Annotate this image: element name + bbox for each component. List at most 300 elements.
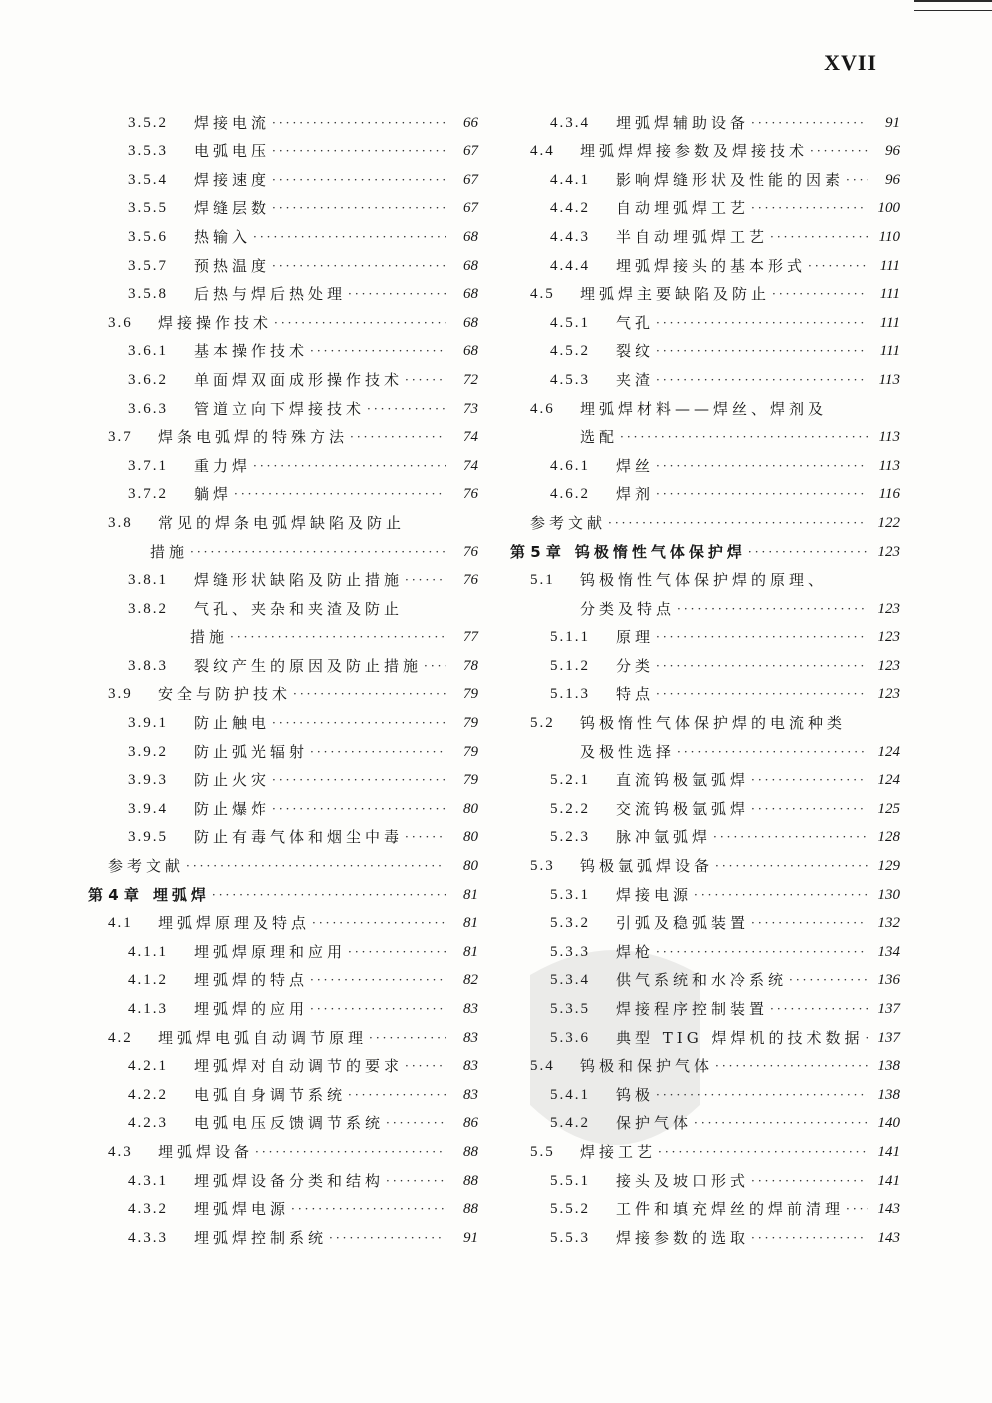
toc-entry-page: 88 [463,1172,478,1189]
toc-entry-page: 66 [463,114,478,131]
toc-entry-title: 埋弧焊 [152,885,210,904]
toc-entry-title: 预热温度 [194,256,271,275]
toc-entry [88,704,478,733]
toc-entry-title: 气孔 [616,313,655,332]
toc-entry-title: 焊接电源 [616,885,693,904]
toc-entry-title: 工件和填充焊丝的焊前清理 [616,1200,845,1219]
toc-entry-number: 3.5.3 [128,143,168,160]
dot-leader [405,370,446,390]
toc-entry-title: 气孔、夹杂和夹渣及防止 [194,599,404,618]
toc-entry [88,819,478,848]
toc-entry-title: 焊接操作技术 [158,313,273,332]
toc-entry-page: 125 [877,800,900,817]
toc-entry [88,847,478,876]
toc-entry [510,1133,900,1162]
toc-entry [510,304,900,333]
toc-entry-number: 5.2.2 [550,800,590,817]
toc-entry-number: 4.2 [108,1029,133,1046]
toc-entry [88,1219,478,1248]
toc-entry-number: 4.5.3 [550,371,590,388]
toc-entry-page: 79 [463,743,478,760]
dot-leader [748,542,868,562]
toc-entry [88,962,478,991]
toc-entry-title: 埋弧焊对自动调节的要求 [194,1057,404,1076]
dot-leader [369,1028,446,1048]
toc-entry-number: 5.1.3 [550,686,590,703]
toc-entry [88,1191,478,1220]
toc-entry-page: 67 [463,143,478,160]
toc-entry [88,504,478,533]
dot-leader [186,856,446,876]
dot-leader [272,799,446,819]
toc-entry [88,133,478,162]
toc-entry-title: 选配 [580,428,619,447]
toc-entry-page: 91 [463,1229,478,1246]
toc-entry-title: 防止爆炸 [194,799,271,818]
toc-entry-title: 钨极惰性气体保护焊的电流种类 [580,714,847,733]
toc-entry [510,676,900,705]
dot-leader [715,856,868,876]
toc-entry-title: 埋弧焊设备 [158,1142,254,1161]
toc-entry [510,361,900,390]
toc-entry [510,1048,900,1077]
toc-entry-title: 夹渣 [616,370,655,389]
dot-leader [694,885,868,905]
toc-entry-number: 4.4 [530,143,555,160]
toc-entry-page: 68 [463,228,478,245]
dot-leader [350,427,446,447]
toc-entry-title: 供气系统和水冷系统 [616,971,788,990]
toc-entry [88,190,478,219]
dot-leader [253,456,446,476]
toc-entry [510,876,900,905]
toc-entry-page: 111 [879,343,900,360]
toc-entry-number: 3.7.2 [128,486,168,503]
toc-entry-page: 86 [463,1115,478,1132]
toc-entry-page: 140 [877,1115,900,1132]
toc-entry-title: 保护气体 [616,1114,693,1133]
toc-entry-title: 热输入 [194,227,252,246]
toc-entry-page: 111 [879,286,900,303]
toc-entry [88,562,478,591]
toc-entry-title: 半自动埋弧焊工艺 [616,227,769,246]
toc-entry-title: 接头及坡口形式 [616,1171,750,1190]
toc-entry [88,733,478,762]
dot-leader [694,1113,868,1133]
toc-entry-page: 122 [877,514,900,531]
toc-entry [88,218,478,247]
toc-entry-number: 5.1.2 [550,657,590,674]
toc-entry-title: 参考文献 [530,513,607,532]
dot-leader [310,999,446,1019]
toc-entry-number: 4.2.2 [128,1086,168,1103]
toc-entry-number: 5.1 [530,572,555,589]
toc-entry-page: 88 [463,1143,478,1160]
toc-entry-page: 83 [463,1086,478,1103]
toc-entry [510,762,900,791]
toc-entry-title: 钨极和保护气体 [580,1057,714,1076]
toc-entry-page: 76 [463,543,478,560]
toc-entry-title: 躺焊 [194,485,233,504]
toc-entry [88,104,478,133]
toc-entry-number: 4.4.1 [550,171,590,188]
toc-entry [510,1219,900,1248]
toc-entry-number: 4.2.3 [128,1115,168,1132]
toc-entry [88,1133,478,1162]
toc-entry-number: 3.5.5 [128,200,168,217]
toc-entry [510,1019,900,1048]
toc-entry [88,876,478,905]
toc-entry-title: 裂纹 [616,342,655,361]
toc-entry-title: 埋弧焊主要缺陷及防止 [580,285,771,304]
toc-entry-number: 5.4.1 [550,1086,590,1103]
toc-entry-number: 3.5.4 [128,171,168,188]
toc-entry-number: 4.4.2 [550,200,590,217]
toc-entry [88,419,478,448]
toc-entry [510,419,900,448]
toc-entry [510,104,900,133]
toc-entry-title: 埋弧焊的应用 [194,1000,309,1018]
dot-leader [212,885,446,905]
top-rule [914,0,992,11]
toc-entry-page: 123 [877,657,900,674]
toc-entry-page: 76 [463,572,478,589]
dot-leader [677,742,868,762]
toc-entry [88,676,478,705]
toc-entry [88,762,478,791]
dot-leader [272,141,446,161]
dot-leader [656,456,868,476]
toc-entry [510,476,900,505]
toc-entry-number: 4.1.1 [128,943,168,960]
toc-entry-page: 123 [877,629,900,646]
dot-leader [291,1199,446,1219]
toc-entry-page: 124 [877,743,900,760]
toc-entry-title: 防止有毒气体和烟尘中毒 [194,828,404,847]
toc-entry [88,1048,478,1077]
toc-entry-page: 68 [463,343,478,360]
toc-entry-title: 埋弧焊辅助设备 [616,113,750,132]
dot-leader [810,141,868,161]
toc-entry-title: 焊枪 [616,942,655,961]
dot-leader [386,1113,446,1133]
toc-entry-number: 5.1.1 [550,629,590,646]
dot-leader [751,113,868,133]
toc-entry-page: 123 [877,686,900,703]
toc-entry-number: 4.3 [108,1143,133,1160]
toc-entry-page: 100 [877,200,900,217]
toc-entry-page: 81 [463,886,478,903]
toc-entry-page: 80 [463,858,478,875]
toc-entry-title: 钨极惰性气体保护焊的原理、 [580,571,828,590]
toc-entry-number: 4.3.4 [550,114,590,131]
toc-entry-number: 第 5 章 [510,542,561,561]
dot-leader [846,170,868,190]
toc-entry-number: 4.1.3 [128,1001,168,1017]
dot-leader [713,827,868,847]
toc-entry [510,504,900,533]
toc-entry-title: 焊丝 [616,456,655,475]
toc-entry-page: 73 [463,400,478,417]
toc-entry [88,333,478,362]
toc-entry-page: 143 [877,1229,900,1246]
toc-entry-number: 第 4 章 [88,885,139,904]
toc-entry [510,218,900,247]
toc-entry-number: 3.7.1 [128,457,168,474]
toc-entry [510,619,900,648]
toc-entry-number: 4.3.1 [128,1172,168,1189]
toc-entry-title: 钨极氩弧焊设备 [580,857,714,876]
toc-entry-page: 77 [463,629,478,646]
toc-entry [88,1162,478,1191]
dot-leader [272,170,446,190]
toc-entry [510,133,900,162]
toc-entry-page: 68 [463,314,478,331]
toc-entry-page: 111 [879,257,900,274]
toc-entry-number: 3.6 [108,314,133,331]
dot-leader [293,684,446,704]
dot-leader [386,1171,446,1191]
toc-entry [510,276,900,305]
dot-leader [656,627,868,647]
page-number: XVII [824,50,877,75]
toc-entry [510,333,900,362]
toc-entry-title: 埋弧焊接头的基本形式 [616,256,807,275]
toc-entry-title: 埋弧焊材料——焊丝、焊剂及 [580,399,828,418]
toc-entry [510,733,900,762]
toc-entry-title: 常见的焊条电弧焊缺陷及防止 [158,513,406,532]
toc-entry [510,1162,900,1191]
toc-entry-title: 引弧及稳弧装置 [616,914,750,933]
dot-leader [715,1056,868,1076]
toc-entry-title: 焊接工艺 [580,1142,657,1161]
toc-entry-title: 埋弧焊电弧自动调节原理 [158,1028,368,1047]
toc-entry-title: 裂纹产生的原因及防止措施 [194,656,423,675]
toc-entry-title: 埋弧焊控制系统 [194,1228,328,1247]
toc-entry-number: 5.4 [530,1058,555,1075]
toc-entry-number: 3.9.4 [128,800,168,817]
toc-entry [510,790,900,819]
dot-leader [234,484,446,504]
toc-entry-title: 典型 TIG 焊焊机的技术数据 [616,1028,864,1047]
toc-entry-title: 电弧电压反馈调节系统 [194,1114,385,1133]
dot-leader [656,341,868,361]
toc-entry-number: 3.9.5 [128,829,168,846]
dot-leader [772,284,868,304]
dot-leader [751,1228,868,1248]
toc-entry [510,533,900,562]
dot-leader [656,656,868,676]
dot-leader [190,542,446,562]
dot-leader [272,770,446,790]
toc-entry-title: 及极性选择 [580,742,676,761]
dot-leader [255,1142,446,1162]
dot-leader [348,1085,446,1105]
toc-entry-title: 焊剂 [616,485,655,504]
dot-leader [751,1171,868,1191]
toc-entry-number: 3.8.2 [128,600,168,617]
dot-leader [846,1199,868,1219]
toc-entry [88,276,478,305]
toc-entry-page: 113 [878,457,900,474]
dot-leader [272,713,446,733]
toc-entry-title: 措施 [190,628,229,647]
dot-leader [751,770,868,790]
toc-entry-page: 143 [877,1201,900,1218]
toc-entry-page: 141 [877,1172,900,1189]
toc-entry-number: 3.9.2 [128,743,168,760]
toc-entry-page: 134 [877,943,900,960]
toc-entry-title: 电弧电压 [194,142,271,161]
toc-entry [510,190,900,219]
toc-entry [88,1076,478,1105]
toc-entry-page: 130 [877,886,900,903]
toc-entry [510,905,900,934]
toc-entry [88,161,478,190]
toc-entry-page: 82 [463,972,478,989]
dot-leader [789,970,868,990]
dot-leader [348,284,446,304]
toc-entry-number: 3.6.1 [128,343,168,360]
toc-entry-number: 5.3.1 [550,886,590,903]
toc-entry-page: 124 [877,772,900,789]
toc-entry-number: 4.4.4 [550,257,590,274]
dot-leader [656,484,868,504]
dot-leader [310,341,446,361]
toc-entry-page: 81 [463,915,478,932]
dot-leader [424,656,446,676]
toc-entry-title: 重力焊 [194,456,252,475]
toc-entry-number: 5.5.1 [550,1172,590,1189]
toc-entry-number: 4.2.1 [128,1058,168,1075]
dot-leader [770,227,868,247]
toc-entry-title: 安全与防护技术 [158,685,292,704]
toc-entry-number: 5.5.3 [550,1229,590,1246]
toc-entry-number: 3.5.7 [128,257,168,274]
toc-entry-number: 5.4.2 [550,1115,590,1132]
toc-entry-title: 直流钨极氩弧焊 [616,771,750,790]
toc-entry-title: 埋弧焊原理和应用 [194,942,347,961]
toc-entry-title: 焊接程序控制装置 [616,1000,769,1018]
toc-entry-number: 4.1 [108,915,133,932]
toc-entry-page: 91 [885,114,900,131]
toc-entry [510,819,900,848]
toc-entry-number: 3.8 [108,514,133,531]
toc-entry-number: 4.5 [530,286,555,303]
dot-leader [405,1056,446,1076]
dot-leader [272,256,446,276]
toc-entry [510,390,900,419]
toc-entry-page: 137 [877,1029,900,1046]
toc-left-column [88,104,478,1248]
dot-leader [751,198,868,218]
toc-entry-page: 74 [463,457,478,474]
dot-leader [620,427,868,447]
toc-entry-number: 3.7 [108,429,133,446]
toc-entry-title: 焊条电弧焊的特殊方法 [158,428,349,447]
toc-entry-page: 68 [463,286,478,303]
toc-entry-number: 5.2.1 [550,772,590,789]
toc-entry-page: 74 [463,429,478,446]
toc-entry [88,304,478,333]
toc-entry-page: 113 [878,429,900,446]
toc-entry [510,990,900,1019]
toc-entry-number: 3.8.3 [128,657,168,674]
toc-entry-title: 焊接电流 [194,113,271,132]
toc-entry-page: 129 [877,858,900,875]
toc-entry-page: 88 [463,1201,478,1218]
toc-entry-title: 埋弧焊电源 [194,1200,290,1219]
toc-entry-page: 67 [463,200,478,217]
toc-entry-title: 特点 [616,685,655,704]
toc-entry [510,1105,900,1134]
toc-entry-page: 116 [878,486,900,503]
toc-entry-page: 141 [877,1143,900,1160]
toc-entry-number: 3.5.8 [128,286,168,303]
dot-leader [272,198,446,218]
toc-entry-title: 埋弧焊原理及特点 [158,914,311,933]
dot-leader [808,256,868,276]
dot-leader [367,399,446,419]
dot-leader [230,627,446,647]
toc-entry [510,1191,900,1220]
dot-leader [865,1028,868,1048]
toc-entry-title: 原理 [616,628,655,647]
toc-entry-number: 4.5.1 [550,314,590,331]
toc-entry-page: 138 [877,1086,900,1103]
toc-entry [510,590,900,619]
toc-entry-page: 137 [877,1001,900,1017]
toc-entry-number: 5.5 [530,1143,555,1160]
toc-entry-page: 80 [463,829,478,846]
toc-entry-page: 80 [463,800,478,817]
toc-entry [510,1076,900,1105]
dot-leader [348,942,446,962]
dot-leader [272,113,446,133]
dot-leader [405,570,446,590]
toc-entry-title: 埋弧焊焊接参数及焊接技术 [580,142,809,161]
toc-entry-title: 分类 [616,656,655,675]
toc-entry-title: 防止触电 [194,714,271,733]
toc-entry-page: 68 [463,257,478,274]
toc-entry [510,161,900,190]
toc-entry [88,447,478,476]
dot-leader [656,684,868,704]
toc-entry-number: 3.6.2 [128,371,168,388]
dot-leader [329,1228,446,1248]
toc-entry-number: 4.4.3 [550,228,590,245]
toc-entry-title: 参考文献 [108,857,185,876]
dot-leader [310,742,446,762]
toc-entry [88,533,478,562]
toc-entry-page: 79 [463,715,478,732]
toc-entry-title: 埋弧焊的特点 [194,971,309,990]
toc-entry [88,619,478,648]
toc-entry [88,790,478,819]
dot-leader [274,313,446,333]
toc-entry-page: 83 [463,1058,478,1075]
dot-leader [253,227,446,247]
toc-entry-number: 4.6 [530,400,555,417]
toc-entry-page: 81 [463,943,478,960]
toc-entry-page: 83 [463,1001,478,1017]
toc-entry-title: 焊缝形状缺陷及防止措施 [194,571,404,590]
toc-entry-page: 79 [463,686,478,703]
toc-right-column [510,104,900,1248]
dot-leader [405,827,446,847]
toc-entry-page: 128 [877,829,900,846]
toc-entry-number: 4.1.2 [128,972,168,989]
